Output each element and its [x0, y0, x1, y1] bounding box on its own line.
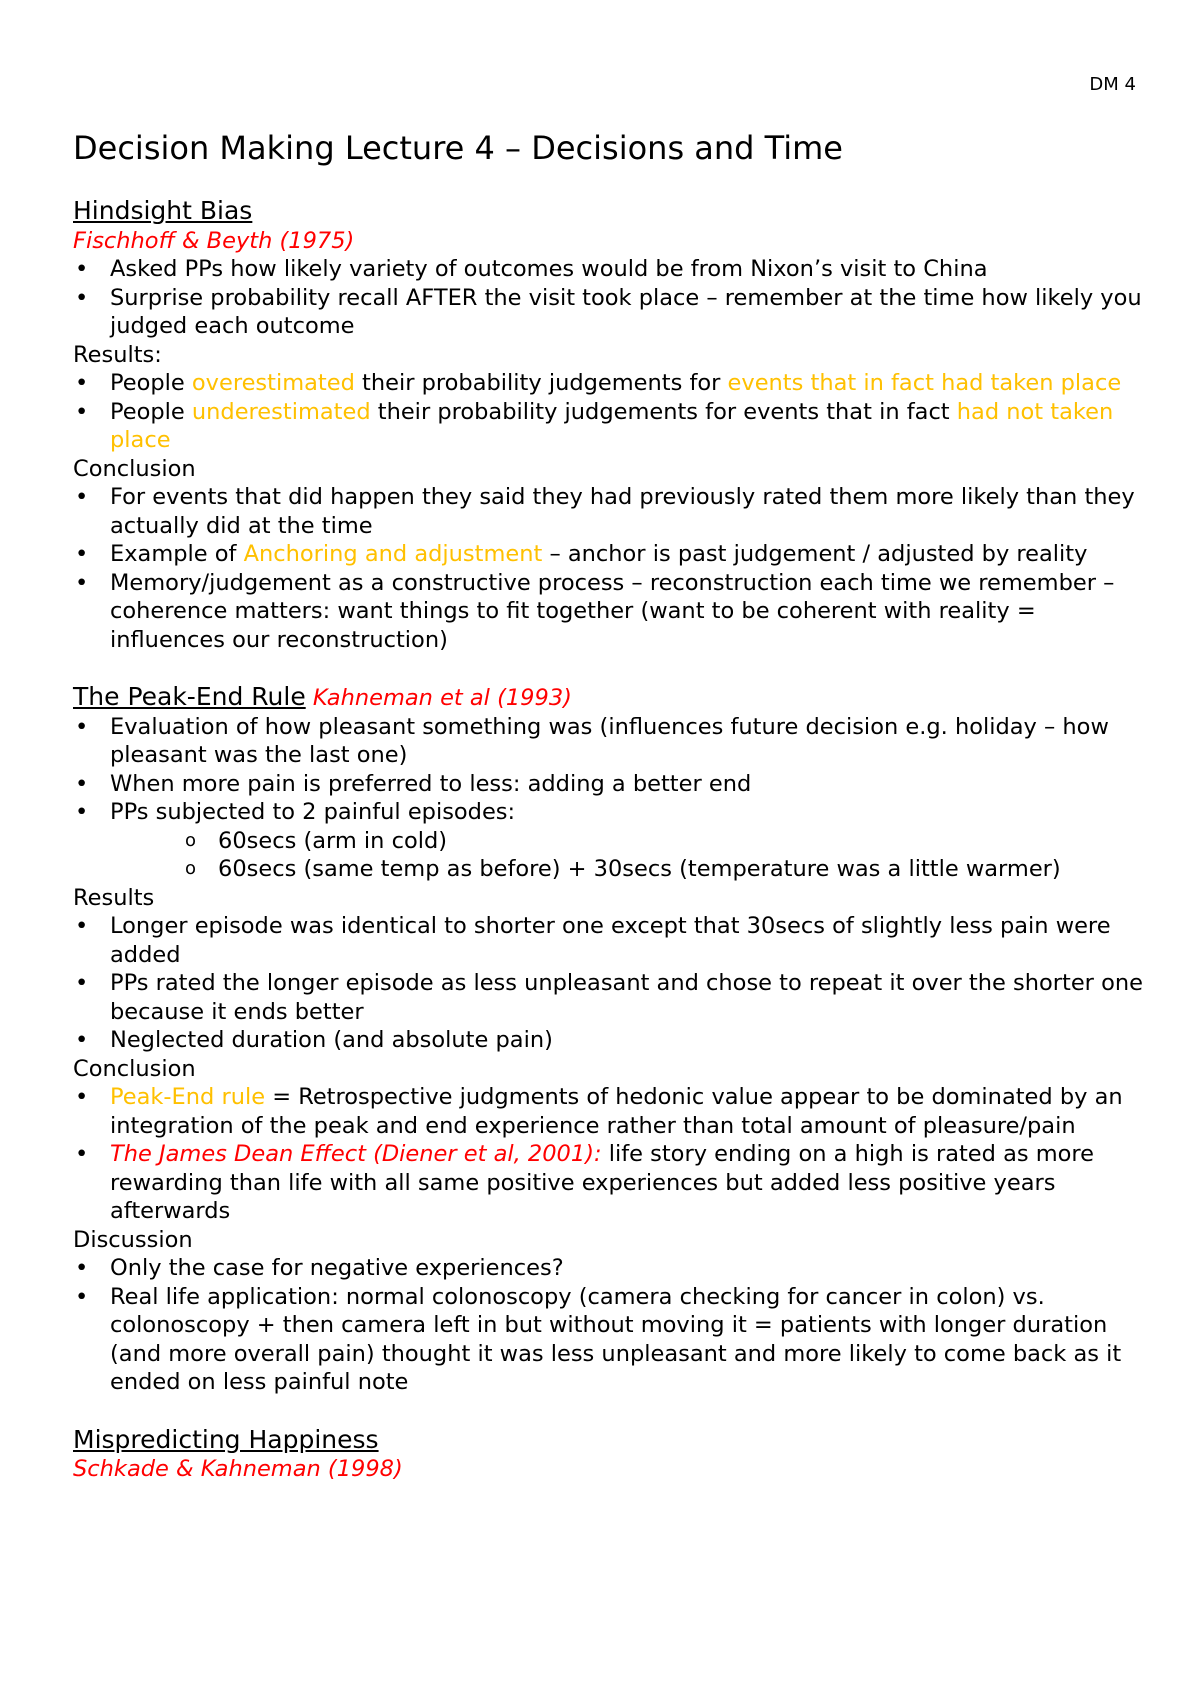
highlighted-term: Anchoring and adjustment	[243, 541, 543, 567]
conclusion-label: Conclusion	[73, 1055, 196, 1082]
discussion-label: Discussion	[73, 1226, 193, 1253]
list-item	[73, 369, 1148, 398]
document-body	[73, 128, 1148, 1484]
highlighted-term: Peak-End rule	[110, 1084, 266, 1110]
section-spacer	[73, 654, 1148, 682]
section-peak-end-rule	[73, 682, 1148, 1397]
text-run: life story ending on a high is rated as more rewarding than life with all same positive experiences but added less positive years afterwards	[110, 1141, 1095, 1224]
highlighted-term: underestimated	[191, 398, 371, 425]
list-item: • Longer episode was identical to shorter one except that 30secs of slightly less pain were added	[73, 912, 1148, 969]
text-run: their probability judgements for events that in fact	[370, 398, 957, 425]
text-run: Example of	[110, 541, 244, 567]
bullet-list	[73, 483, 1148, 654]
bullet-list	[73, 713, 1148, 827]
sub-list-item: o 60secs (same temp as before) + 30secs (temperature was a little warmer)	[73, 855, 1148, 884]
list-item: • Memory/judgement as a constructive process – reconstruction each time we remember – coherence matters: want things to fit together (want to be coherent with reality = influences our reconstruction)	[73, 569, 1148, 655]
list-item: • PPs rated the longer episode as less unpleasant and chose to repeat it over the shorter one because it ends better	[73, 969, 1148, 1026]
bullet-list	[73, 255, 1148, 341]
bullet-list	[73, 912, 1148, 1055]
list-item	[73, 398, 1148, 455]
text-run: People	[110, 370, 192, 396]
highlighted-term: had not taken place	[110, 398, 1114, 453]
list-item: • Asked PPs how likely variety of outcomes would be from Nixon’s visit to China	[73, 255, 1148, 284]
list-item	[73, 540, 1148, 569]
list-item: • Evaluation of how pleasant something was (influences future decision e.g. holiday – how pleasant was the last one)	[73, 713, 1148, 770]
text-run: People	[110, 398, 192, 425]
citation: Kahneman et al (1993)	[312, 685, 572, 711]
section-mispredicting-happiness	[73, 1425, 1148, 1484]
list-item	[73, 1140, 1148, 1226]
highlighted-term: overestimated	[191, 370, 355, 396]
list-item: • Only the case for negative experiences?	[73, 1254, 1148, 1283]
sub-bullet-list	[73, 827, 1148, 884]
sub-list-item: o 60secs (arm in cold)	[73, 827, 1148, 856]
citation: Fischhoff & Beyth (1975)	[73, 227, 355, 254]
bullet-list	[73, 1254, 1148, 1397]
page-header-code: DM 4	[1089, 74, 1136, 95]
list-item: • When more pain is preferred to less: adding a better end	[73, 770, 1148, 799]
list-item: • PPs subjected to 2 painful episodes:	[73, 798, 1148, 827]
section-heading-line	[73, 682, 1148, 713]
text-run: – anchor is past judgement / adjusted by reality	[542, 541, 1088, 567]
section-spacer	[73, 1397, 1148, 1425]
section-hindsight-bias	[73, 196, 1148, 654]
text-run: = Retrospective judgments of hedonic value appear to be dominated by an integration of the peak and end experience rather than total amount of pleasure/pain	[110, 1084, 1123, 1139]
conclusion-label: Conclusion	[73, 455, 196, 482]
citation: Schkade & Kahneman (1998)	[73, 1456, 403, 1482]
list-item: • For events that did happen they said they had previously rated them more likely than they actually did at the time	[73, 483, 1148, 540]
page-title: Decision Making Lecture 4 – Decisions and Time	[73, 129, 843, 167]
text-run: their probability judgements for	[354, 370, 728, 396]
results-label: Results	[73, 884, 155, 911]
list-item	[73, 1083, 1148, 1140]
section-heading: Hindsight Bias	[73, 196, 253, 225]
section-heading: Mispredicting Happiness	[73, 1424, 379, 1454]
results-label: Results:	[73, 341, 162, 368]
bullet-list	[73, 369, 1148, 455]
section-heading: The Peak-End Rule	[73, 682, 306, 711]
citation: The James Dean Effect (Diener et al, 2001):	[110, 1141, 602, 1167]
bullet-list	[73, 1083, 1148, 1226]
list-item: • Neglected duration (and absolute pain)	[73, 1026, 1148, 1055]
list-item: • Surprise probability recall AFTER the visit took place – remember at the time how likely you judged each outcome	[73, 284, 1148, 341]
highlighted-term: events that in fact had taken place	[727, 370, 1122, 396]
list-item: • Real life application: normal colonoscopy (camera checking for cancer in colon) vs. colonoscopy + then camera left in but without moving it = patients with longer duration (and more overall pain) thought it was less unpleasant and more likely to come back as it ended on less painful note	[73, 1283, 1148, 1397]
